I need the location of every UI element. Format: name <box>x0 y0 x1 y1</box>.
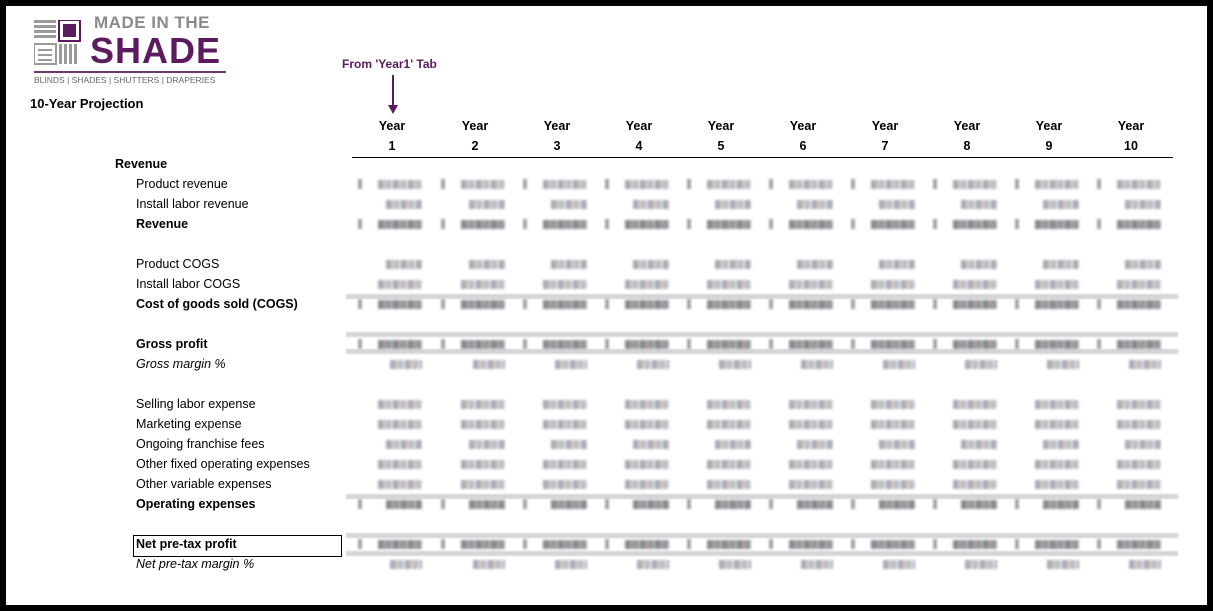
currency-symbol <box>851 339 855 349</box>
value-cell[interactable] <box>883 360 915 369</box>
value-cell[interactable] <box>879 200 915 209</box>
value-cell[interactable] <box>1117 180 1161 189</box>
value-cell[interactable] <box>543 300 587 309</box>
value-cell[interactable] <box>625 340 669 349</box>
value-cell[interactable] <box>715 200 751 209</box>
value-cell[interactable] <box>633 440 669 449</box>
currency-symbol <box>441 539 445 549</box>
row-separator <box>346 533 1178 538</box>
value-cell[interactable] <box>1035 460 1079 469</box>
year-number: 4 <box>635 139 643 153</box>
value-cell[interactable] <box>469 500 505 509</box>
year-number: 7 <box>881 139 889 153</box>
value-cell[interactable] <box>961 500 997 509</box>
value-cell[interactable] <box>953 460 997 469</box>
value-cell[interactable] <box>961 260 997 269</box>
value-cell[interactable] <box>961 440 997 449</box>
row-label: Product revenue <box>136 177 228 191</box>
value-cell[interactable] <box>1117 480 1161 489</box>
annotation-note: From 'Year1' Tab <box>342 57 437 71</box>
currency-symbol <box>769 339 773 349</box>
currency-symbol <box>851 299 855 309</box>
currency-symbol <box>441 499 445 509</box>
value-cell[interactable] <box>461 480 505 489</box>
value-cell[interactable] <box>633 500 669 509</box>
value-cell[interactable] <box>797 200 833 209</box>
year-label: Year <box>461 119 489 133</box>
currency-symbol <box>1097 339 1101 349</box>
value-cell[interactable] <box>473 360 505 369</box>
value-cell[interactable] <box>953 540 997 549</box>
value-cell[interactable] <box>1035 480 1079 489</box>
currency-symbol <box>523 219 527 229</box>
value-cell[interactable] <box>551 200 587 209</box>
currency-symbol <box>1097 219 1101 229</box>
value-cell[interactable] <box>1117 460 1161 469</box>
value-cell[interactable] <box>789 180 833 189</box>
value-cell[interactable] <box>1035 420 1079 429</box>
currency-symbol <box>523 499 527 509</box>
value-cell[interactable] <box>953 400 997 409</box>
row-label: Operating expenses <box>136 497 256 511</box>
value-cell[interactable] <box>1047 560 1079 569</box>
value-cell[interactable] <box>1047 360 1079 369</box>
value-cell[interactable] <box>871 180 915 189</box>
logo-text: SHADE <box>90 30 222 71</box>
row-label: Other variable expenses <box>136 477 272 491</box>
year-number: 8 <box>963 139 971 153</box>
value-cell[interactable] <box>378 480 422 489</box>
value-cell[interactable] <box>871 340 915 349</box>
value-cell[interactable] <box>633 200 669 209</box>
currency-symbol <box>358 219 362 229</box>
currency-symbol <box>605 219 609 229</box>
value-cell[interactable] <box>543 220 587 229</box>
value-cell[interactable] <box>707 420 751 429</box>
currency-symbol <box>851 179 855 189</box>
value-cell[interactable] <box>543 480 587 489</box>
value-cell[interactable] <box>461 460 505 469</box>
row-label: Ongoing franchise fees <box>136 437 265 451</box>
value-cell[interactable] <box>707 220 751 229</box>
currency-symbol <box>358 339 362 349</box>
value-cell[interactable] <box>378 460 422 469</box>
year-label: Year <box>789 119 817 133</box>
currency-symbol <box>769 539 773 549</box>
value-cell[interactable] <box>715 500 751 509</box>
value-cell[interactable] <box>543 400 587 409</box>
currency-symbol <box>1015 539 1019 549</box>
value-cell[interactable] <box>801 560 833 569</box>
value-cell[interactable] <box>469 440 505 449</box>
row-label: Cost of goods sold (COGS) <box>136 297 298 311</box>
currency-symbol <box>1015 179 1019 189</box>
year-number: 9 <box>1045 139 1053 153</box>
header-underline <box>352 157 1173 158</box>
value-cell[interactable] <box>871 420 915 429</box>
currency-symbol <box>605 499 609 509</box>
value-cell[interactable] <box>543 420 587 429</box>
value-cell[interactable] <box>965 360 997 369</box>
year-label: Year <box>871 119 899 133</box>
value-cell[interactable] <box>1035 220 1079 229</box>
currency-symbol <box>358 299 362 309</box>
value-cell[interactable] <box>390 560 422 569</box>
value-cell[interactable] <box>1117 340 1161 349</box>
value-cell[interactable] <box>633 260 669 269</box>
value-cell[interactable] <box>386 260 422 269</box>
currency-symbol <box>1015 499 1019 509</box>
year-header-1 <box>362 116 422 156</box>
currency-symbol <box>1015 299 1019 309</box>
currency-symbol <box>933 219 937 229</box>
value-cell[interactable] <box>1125 500 1161 509</box>
value-cell[interactable] <box>625 540 669 549</box>
currency-symbol <box>523 299 527 309</box>
value-cell[interactable] <box>789 300 833 309</box>
value-cell[interactable] <box>1035 340 1079 349</box>
year-label: Year <box>707 119 735 133</box>
value-cell[interactable] <box>953 220 997 229</box>
currency-symbol <box>687 219 691 229</box>
value-cell[interactable] <box>637 560 669 569</box>
value-cell[interactable] <box>1117 220 1161 229</box>
value-cell[interactable] <box>871 220 915 229</box>
value-cell[interactable] <box>1043 260 1079 269</box>
currency-symbol <box>687 179 691 189</box>
year-label: Year <box>543 119 571 133</box>
value-cell[interactable] <box>797 440 833 449</box>
value-cell[interactable] <box>1117 420 1161 429</box>
value-cell[interactable] <box>789 400 833 409</box>
row-label: Other fixed operating expenses <box>136 457 310 471</box>
value-cell[interactable] <box>953 280 997 289</box>
value-cell[interactable] <box>1035 180 1079 189</box>
currency-symbol <box>1015 219 1019 229</box>
value-cell[interactable] <box>625 480 669 489</box>
value-cell[interactable] <box>625 180 669 189</box>
value-cell[interactable] <box>461 220 505 229</box>
year-header-7 <box>855 116 915 156</box>
value-cell[interactable] <box>953 180 997 189</box>
row-label: Product COGS <box>136 257 220 271</box>
year-header-5 <box>691 116 751 156</box>
year-header-4 <box>609 116 669 156</box>
value-cell[interactable] <box>551 440 587 449</box>
currency-symbol <box>605 339 609 349</box>
currency-symbol <box>1097 499 1101 509</box>
year-label: Year <box>953 119 981 133</box>
value-cell[interactable] <box>386 200 422 209</box>
year-label: Year <box>378 119 406 133</box>
value-cell[interactable] <box>801 360 833 369</box>
currency-symbol <box>605 539 609 549</box>
value-cell[interactable] <box>879 440 915 449</box>
currency-symbol <box>933 539 937 549</box>
logo-text: MADE IN THE <box>94 13 210 32</box>
value-cell[interactable] <box>871 300 915 309</box>
arrow-down-icon <box>387 75 399 115</box>
value-cell[interactable] <box>461 180 505 189</box>
currency-symbol <box>687 499 691 509</box>
value-cell[interactable] <box>378 180 422 189</box>
row-label: Selling labor expense <box>136 397 256 411</box>
value-cell[interactable] <box>789 540 833 549</box>
value-cell[interactable] <box>953 480 997 489</box>
value-cell[interactable] <box>1035 400 1079 409</box>
value-cell[interactable] <box>797 260 833 269</box>
logo-divider <box>34 71 226 73</box>
value-cell[interactable] <box>883 560 915 569</box>
currency-symbol <box>1015 339 1019 349</box>
value-cell[interactable] <box>871 280 915 289</box>
value-cell[interactable] <box>625 300 669 309</box>
logo-tagline: BLINDS | SHADES | SHUTTERS | DRAPERIES <box>34 75 216 85</box>
value-cell[interactable] <box>378 340 422 349</box>
row-separator <box>346 551 1178 556</box>
value-cell[interactable] <box>707 460 751 469</box>
currency-symbol <box>605 179 609 189</box>
value-cell[interactable] <box>469 260 505 269</box>
value-cell[interactable] <box>461 540 505 549</box>
value-cell[interactable] <box>879 500 915 509</box>
value-cell[interactable] <box>378 420 422 429</box>
row-label: Net pre-tax profit <box>136 537 237 551</box>
row-label: Marketing expense <box>136 417 242 431</box>
value-cell[interactable] <box>789 280 833 289</box>
currency-symbol <box>687 339 691 349</box>
row-label: Revenue <box>115 157 168 171</box>
value-cell[interactable] <box>625 220 669 229</box>
value-cell[interactable] <box>378 220 422 229</box>
value-cell[interactable] <box>707 180 751 189</box>
row-label: Gross profit <box>136 337 208 351</box>
value-cell[interactable] <box>386 500 422 509</box>
value-cell[interactable] <box>543 180 587 189</box>
year-number: 3 <box>553 139 561 153</box>
page-title: 10-Year Projection <box>30 96 144 111</box>
currency-symbol <box>769 499 773 509</box>
currency-symbol <box>933 179 937 189</box>
value-cell[interactable] <box>551 500 587 509</box>
year-header-9 <box>1019 116 1079 156</box>
value-cell[interactable] <box>1035 280 1079 289</box>
value-cell[interactable] <box>461 300 505 309</box>
currency-symbol <box>933 299 937 309</box>
year-label: Year <box>625 119 653 133</box>
value-cell[interactable] <box>386 440 422 449</box>
value-cell[interactable] <box>625 400 669 409</box>
value-cell[interactable] <box>961 200 997 209</box>
value-cell[interactable] <box>555 560 587 569</box>
value-cell[interactable] <box>707 340 751 349</box>
value-cell[interactable] <box>390 360 422 369</box>
row-separator <box>346 332 1178 337</box>
currency-symbol <box>851 539 855 549</box>
row-separator <box>346 294 1178 299</box>
value-cell[interactable] <box>543 280 587 289</box>
year-number: 5 <box>717 139 725 153</box>
value-cell[interactable] <box>461 280 505 289</box>
currency-symbol <box>687 299 691 309</box>
year-number: 2 <box>471 139 479 153</box>
row-label: Gross margin % <box>136 357 226 371</box>
value-cell[interactable] <box>543 540 587 549</box>
value-cell[interactable] <box>1125 440 1161 449</box>
year-header-10 <box>1101 116 1161 156</box>
currency-symbol <box>441 219 445 229</box>
value-cell[interactable] <box>789 460 833 469</box>
value-cell[interactable] <box>1035 300 1079 309</box>
value-cell[interactable] <box>551 260 587 269</box>
currency-symbol <box>441 299 445 309</box>
value-cell[interactable] <box>1129 360 1161 369</box>
currency-symbol <box>851 219 855 229</box>
currency-symbol <box>1097 179 1101 189</box>
value-cell[interactable] <box>637 360 669 369</box>
value-cell[interactable] <box>1129 560 1161 569</box>
value-cell[interactable] <box>953 300 997 309</box>
value-cell[interactable] <box>707 480 751 489</box>
currency-symbol <box>851 499 855 509</box>
value-cell[interactable] <box>1117 400 1161 409</box>
value-cell[interactable] <box>719 360 751 369</box>
value-cell[interactable] <box>625 420 669 429</box>
value-cell[interactable] <box>378 540 422 549</box>
value-cell[interactable] <box>707 280 751 289</box>
value-cell[interactable] <box>789 420 833 429</box>
year-header-8 <box>937 116 997 156</box>
currency-symbol <box>523 179 527 189</box>
value-cell[interactable] <box>789 480 833 489</box>
currency-symbol <box>933 499 937 509</box>
year-header-2 <box>445 116 505 156</box>
value-cell[interactable] <box>1117 280 1161 289</box>
currency-symbol <box>1097 539 1101 549</box>
value-cell[interactable] <box>543 460 587 469</box>
value-cell[interactable] <box>1043 200 1079 209</box>
row-label: Install labor revenue <box>136 197 249 211</box>
currency-symbol <box>523 339 527 349</box>
year-number: 1 <box>388 139 396 153</box>
year-number: 6 <box>799 139 807 153</box>
year-header-3 <box>527 116 587 156</box>
value-cell[interactable] <box>625 280 669 289</box>
value-cell[interactable] <box>1035 540 1079 549</box>
row-separator <box>346 494 1178 499</box>
currency-symbol <box>769 299 773 309</box>
currency-symbol <box>1097 299 1101 309</box>
value-cell[interactable] <box>461 400 505 409</box>
year-header-6 <box>773 116 833 156</box>
value-cell[interactable] <box>1125 260 1161 269</box>
value-cell[interactable] <box>1117 540 1161 549</box>
value-cell[interactable] <box>1043 440 1079 449</box>
row-label: Install labor COGS <box>136 277 241 291</box>
currency-symbol <box>769 179 773 189</box>
value-cell[interactable] <box>871 480 915 489</box>
value-cell[interactable] <box>715 260 751 269</box>
value-cell[interactable] <box>871 460 915 469</box>
value-cell[interactable] <box>707 400 751 409</box>
value-cell[interactable] <box>1117 300 1161 309</box>
value-cell[interactable] <box>715 440 751 449</box>
value-cell[interactable] <box>378 300 422 309</box>
currency-symbol <box>687 539 691 549</box>
currency-symbol <box>358 179 362 189</box>
value-cell[interactable] <box>707 540 751 549</box>
year-label: Year <box>1117 119 1145 133</box>
company-logo <box>32 14 232 90</box>
value-cell[interactable] <box>378 280 422 289</box>
value-cell[interactable] <box>719 560 751 569</box>
value-cell[interactable] <box>879 260 915 269</box>
value-cell[interactable] <box>1043 500 1079 509</box>
row-label: Revenue <box>136 217 189 231</box>
value-cell[interactable] <box>871 540 915 549</box>
value-cell[interactable] <box>469 200 505 209</box>
value-cell[interactable] <box>625 460 669 469</box>
year-label: Year <box>1035 119 1063 133</box>
currency-symbol <box>358 499 362 509</box>
currency-symbol <box>441 339 445 349</box>
value-cell[interactable] <box>378 400 422 409</box>
row-label: Net pre-tax margin % <box>136 557 255 571</box>
currency-symbol <box>605 299 609 309</box>
value-cell[interactable] <box>789 220 833 229</box>
currency-symbol <box>933 339 937 349</box>
value-cell[interactable] <box>953 340 997 349</box>
value-cell[interactable] <box>473 560 505 569</box>
year-number: 10 <box>1124 139 1138 153</box>
currency-symbol <box>441 179 445 189</box>
value-cell[interactable] <box>1125 200 1161 209</box>
value-cell[interactable] <box>953 420 997 429</box>
value-cell[interactable] <box>965 560 997 569</box>
value-cell[interactable] <box>461 420 505 429</box>
row-separator <box>346 349 1178 354</box>
value-cell[interactable] <box>871 400 915 409</box>
value-cell[interactable] <box>707 300 751 309</box>
logo-icon <box>34 20 86 66</box>
value-cell[interactable] <box>461 340 505 349</box>
currency-symbol <box>769 219 773 229</box>
currency-symbol <box>523 539 527 549</box>
value-cell[interactable] <box>555 360 587 369</box>
value-cell[interactable] <box>789 340 833 349</box>
value-cell[interactable] <box>543 340 587 349</box>
value-cell[interactable] <box>797 500 833 509</box>
currency-symbol <box>358 539 362 549</box>
